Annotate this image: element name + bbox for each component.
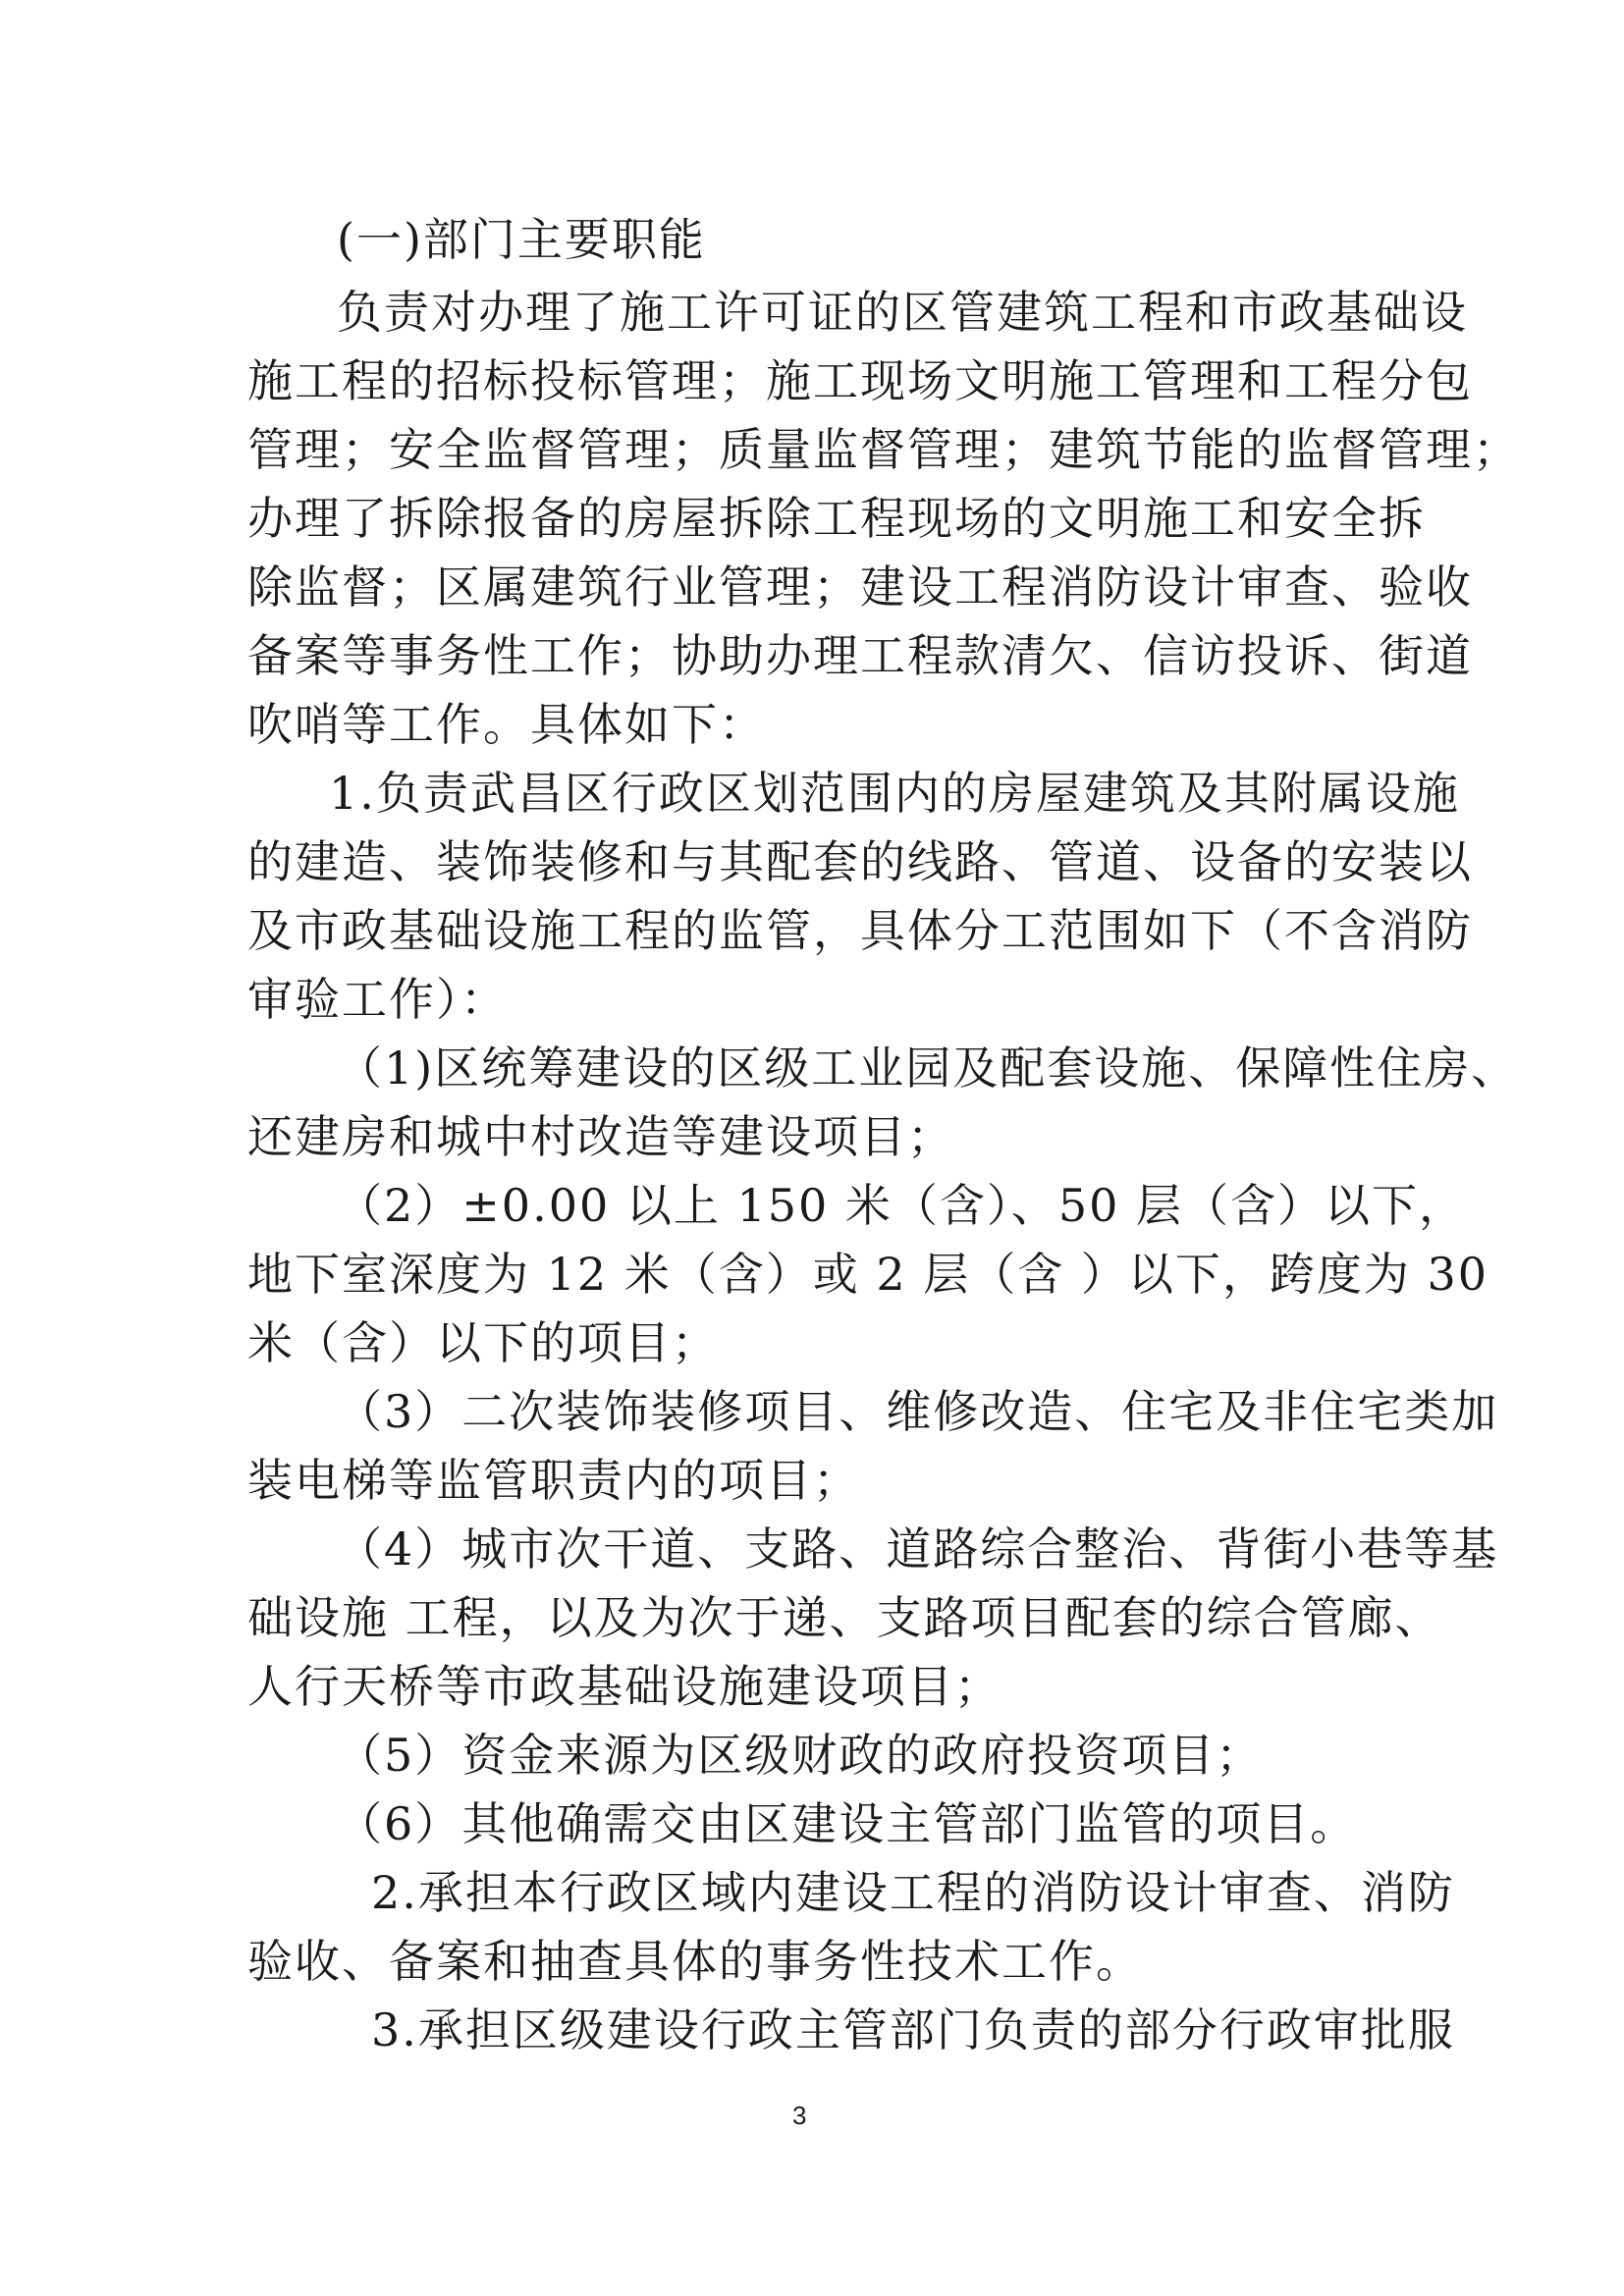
body-text-line: 验收、备案和抽查具体的事务性技术工作。 (247, 1935, 1143, 1988)
sub-item: （2）±0.00 以上 150 米（含）、50 层（含）以下， (337, 1179, 1467, 1232)
numbered-item: 2.承担本行政区域内建设工程的消防设计审查、消防 (371, 1866, 1455, 1919)
body-text-line: 备案等事务性工作；协助办理工程款清欠、信访投诉、街道 (247, 629, 1473, 682)
numbered-item: 3.承担区级建设行政主管部门负责的部分行政审批服 (371, 2003, 1455, 2056)
body-text-line: 办理了拆除报备的房屋拆除工程现场的文明施工和安全拆 (247, 492, 1426, 545)
body-text-line: 础设施 工程，以及为次于递、支路项目配套的综合管廊、 (247, 1591, 1442, 1644)
body-text-line: 装电梯等监管职责内的项目； (247, 1454, 860, 1507)
body-text-line: 负责对办理了施工许可证的区管建筑工程和市政基础设 (337, 286, 1468, 339)
body-text-line: 及市政基础设施工程的监管，具体分工范围如下（不含消防 (247, 904, 1473, 957)
section-heading: (一)部门主要职能 (337, 213, 706, 266)
sub-item: （1)区统筹建设的区级工业园及配套设施、保障性住房、 (337, 1041, 1519, 1095)
body-text-line: 施工程的招标投标管理；施工现场文明施工管理和工程分包 (247, 354, 1473, 407)
body-text-line: 还建房和城中村改造等建设项目； (247, 1110, 954, 1163)
body-text-line: 除监督；区属建筑行业管理；建设工程消防设计审查、验收 (247, 561, 1473, 614)
body-text-line: 米（含）以下的项目； (247, 1316, 719, 1369)
body-text-line: 管理；安全监督管理；质量监督管理；建筑节能的监督管理； (247, 423, 1520, 476)
sub-item: （4）城市次干道、支路、道路综合整治、背街小巷等基 (337, 1522, 1499, 1575)
body-text-line: 人行天桥等市政基础设施建设项目； (247, 1660, 1001, 1713)
sub-item: （3）二次装饰装修项目、维修改造、住宅及非住宅类加 (337, 1385, 1499, 1438)
body-text-line: 地下室深度为 12 米（含）或 2 层（含 ）以下，跨度为 30 (247, 1248, 1489, 1301)
numbered-item: 1.负责武昌区行政区划范围内的房屋建筑及其附属设施 (329, 767, 1460, 820)
body-text-line: 吹哨等工作。具体如下： (247, 698, 766, 751)
body-text-line: 的建造、装饰装修和与其配套的线路、管道、设备的安装以 (247, 835, 1473, 888)
sub-item: （5）资金来源为区级财政的政府投资项目； (337, 1729, 1264, 1782)
body-text-line: 审验工作）： (247, 973, 508, 1026)
page-number: 3 (792, 2101, 807, 2130)
sub-item: （6）其他确需交由区建设主管部门监管的项目。 (337, 1797, 1358, 1850)
